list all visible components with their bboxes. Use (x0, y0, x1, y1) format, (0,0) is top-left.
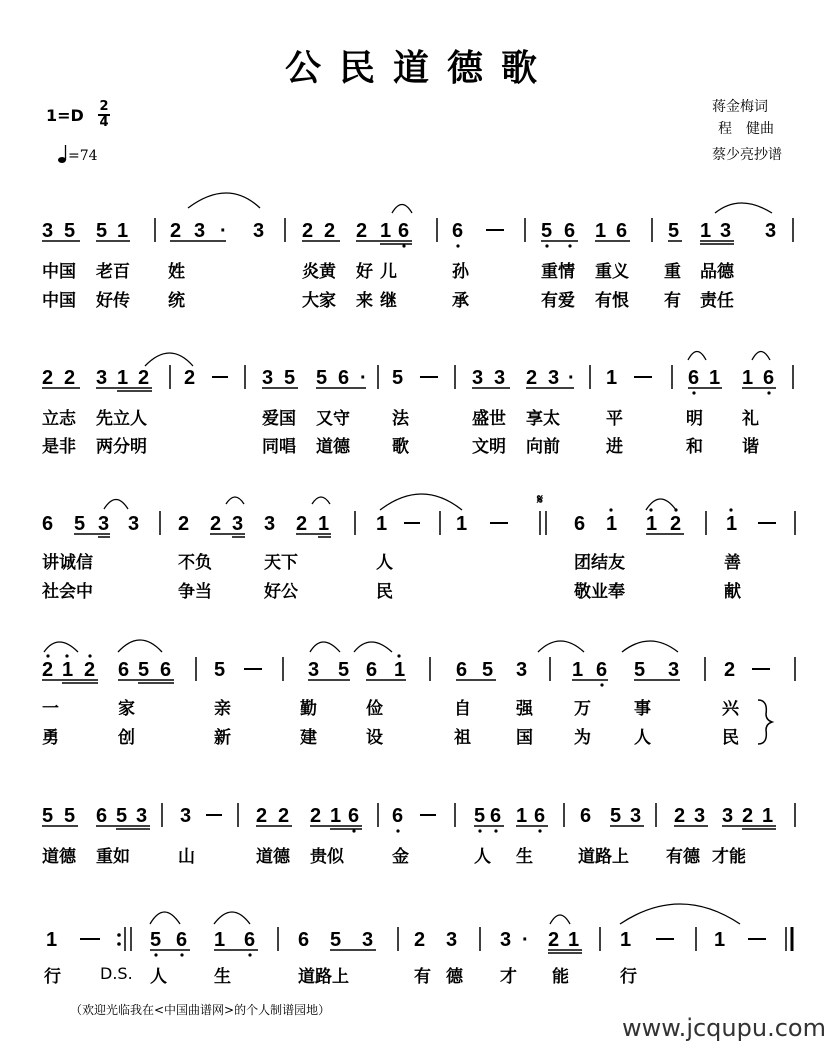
notation-line-3 (0, 484, 840, 544)
svg-text:6: 6 (490, 805, 502, 827)
svg-text:2: 2 (178, 513, 190, 535)
lyric: 不负 (178, 553, 212, 573)
svg-text:5: 5 (541, 220, 553, 242)
lyric: 道德 (42, 847, 76, 867)
lyric: 人 (474, 847, 491, 867)
lyric: 民 (376, 582, 393, 602)
svg-text:2: 2 (742, 805, 754, 827)
lyric: 设 (366, 728, 383, 748)
svg-text:·: · (522, 929, 529, 951)
lyric: 人 (634, 728, 651, 748)
svg-text:2: 2 (64, 367, 76, 389)
lyricist-credit: 蒋金梅词 (712, 99, 768, 115)
svg-text:3: 3 (548, 367, 560, 389)
lyric: 团结友 (574, 553, 625, 573)
lyric: 有德 (666, 847, 700, 867)
svg-text:1: 1 (318, 513, 330, 535)
svg-text:𝄋: 𝄋 (537, 491, 544, 507)
time-signature (98, 100, 110, 130)
lyric: 建 (300, 728, 317, 748)
svg-text:3: 3 (500, 929, 512, 951)
lyrics-line-3-verse-1 (0, 548, 840, 572)
svg-text:3: 3 (694, 805, 706, 827)
svg-text:5: 5 (474, 805, 486, 827)
lyric: 善 (724, 553, 741, 573)
svg-text:2: 2 (548, 929, 560, 951)
svg-text:6: 6 (96, 805, 108, 827)
lyric: 统 (168, 291, 185, 311)
lyric: 人 (150, 967, 167, 987)
svg-text:2: 2 (170, 220, 182, 242)
lyric: 兴 (722, 699, 739, 719)
svg-text:6: 6 (564, 220, 576, 242)
svg-text:·: · (360, 367, 367, 389)
svg-text:3: 3 (668, 659, 680, 681)
lyric: 能 (552, 967, 569, 987)
svg-text:6: 6 (392, 805, 404, 827)
svg-text:5: 5 (610, 805, 622, 827)
lyric: 盛世 (472, 409, 506, 429)
svg-text:2: 2 (302, 220, 314, 242)
svg-text:6: 6 (688, 367, 700, 389)
lyric: 道路上 (578, 847, 629, 867)
quarter-note-icon (58, 144, 68, 164)
ds-marking: D.S. (100, 964, 133, 983)
svg-text:1: 1 (606, 367, 618, 389)
lyric: 又守 (316, 409, 350, 429)
lyrics-line-6 (0, 962, 840, 986)
svg-text:5: 5 (316, 367, 328, 389)
svg-text:2: 2 (296, 513, 308, 535)
svg-text:2: 2 (670, 513, 682, 535)
svg-text:6: 6 (456, 659, 468, 681)
svg-text:3: 3 (516, 659, 528, 681)
svg-text:2: 2 (184, 367, 196, 389)
lyric: 重义 (595, 262, 629, 282)
lyric: 重如 (96, 847, 130, 867)
lyric: 人 (376, 553, 393, 573)
lyric: 进 (606, 437, 623, 457)
lyric: 继 (380, 291, 397, 311)
lyrics-line-1-verse-1 (0, 257, 840, 281)
svg-text:3: 3 (136, 805, 148, 827)
svg-text:2: 2 (138, 367, 150, 389)
lyric: 儿 (380, 262, 397, 282)
svg-text:1: 1 (568, 929, 580, 951)
svg-text:5: 5 (214, 659, 226, 681)
svg-text:1: 1 (214, 929, 226, 951)
svg-text:5: 5 (64, 220, 76, 242)
svg-text:1: 1 (62, 659, 74, 681)
svg-text:6: 6 (244, 929, 256, 951)
svg-text:3: 3 (765, 220, 777, 242)
lyric: 好 (356, 262, 373, 282)
svg-text:·: · (220, 220, 227, 242)
lyric: 才 (500, 967, 517, 987)
lyric: 承 (452, 291, 469, 311)
lyric: 责任 (700, 291, 734, 311)
svg-text:5: 5 (482, 659, 494, 681)
svg-text:1: 1 (700, 220, 712, 242)
lyric: 来 (356, 291, 373, 311)
svg-text:5: 5 (116, 805, 128, 827)
svg-text:6: 6 (452, 220, 464, 242)
lyric: 天下 (264, 553, 298, 573)
lyric: 重情 (541, 262, 575, 282)
svg-text:3: 3 (630, 805, 642, 827)
svg-text:5: 5 (64, 805, 76, 827)
svg-text:2: 2 (324, 220, 336, 242)
svg-text:2: 2 (210, 513, 222, 535)
svg-text:6: 6 (616, 220, 628, 242)
lyric: 亲 (214, 699, 231, 719)
svg-text:1: 1 (117, 367, 129, 389)
lyric: 中国 (42, 291, 76, 311)
lyric: 新 (214, 728, 231, 748)
notation-line-2 (0, 340, 840, 400)
svg-text:1: 1 (714, 929, 726, 951)
lyric: 老百 (96, 262, 130, 282)
svg-text:2: 2 (674, 805, 686, 827)
lyric: 好传 (96, 291, 130, 311)
lyric: 有恨 (595, 291, 629, 311)
svg-text:2: 2 (356, 220, 368, 242)
lyric: 金 (392, 847, 409, 867)
lyric: 社会中 (42, 582, 93, 602)
lyric: 重 (664, 262, 681, 282)
lyric: 生 (516, 847, 533, 867)
lyric: 万 (574, 699, 591, 719)
svg-text:6: 6 (596, 659, 608, 681)
svg-text:6: 6 (574, 513, 586, 535)
svg-text:3: 3 (96, 367, 108, 389)
transcriber-credit: 蔡少亮抄谱 (712, 147, 782, 163)
svg-text:6: 6 (763, 367, 775, 389)
lyric: 同唱 (262, 437, 296, 457)
svg-text:6: 6 (348, 805, 360, 827)
lyric: 歌 (392, 437, 409, 457)
lyric: 生 (214, 967, 231, 987)
svg-text:3: 3 (472, 367, 484, 389)
lyric: 事 (634, 699, 651, 719)
svg-text:5: 5 (42, 805, 54, 827)
svg-text:·: · (568, 367, 575, 389)
svg-text:5: 5 (284, 367, 296, 389)
svg-text:6: 6 (366, 659, 378, 681)
svg-text:5: 5 (138, 659, 150, 681)
lyric: 姓 (168, 262, 185, 282)
svg-text:3: 3 (720, 220, 732, 242)
svg-text:1: 1 (380, 220, 392, 242)
lyric: 文明 (472, 437, 506, 457)
svg-text:1: 1 (709, 367, 721, 389)
lyric: 道德 (316, 437, 350, 457)
lyric: 山 (178, 847, 195, 867)
notation-line-4 (0, 630, 840, 690)
tempo-marking (58, 144, 98, 164)
svg-text:6: 6 (338, 367, 350, 389)
lyric: 明 (686, 409, 703, 429)
lyric: 道路上 (298, 967, 349, 987)
svg-text:3: 3 (722, 805, 734, 827)
lyric: 献 (724, 582, 741, 602)
lyric: 勇 (42, 728, 59, 748)
time-denominator: 4 (99, 115, 109, 130)
lyric: 孙 (452, 262, 469, 282)
lyric: 俭 (366, 699, 383, 719)
svg-text:3: 3 (446, 929, 458, 951)
notation-line-6 (0, 900, 840, 960)
svg-text:3: 3 (262, 367, 274, 389)
svg-text:3: 3 (494, 367, 506, 389)
svg-text:1: 1 (394, 659, 406, 681)
notation-line-1 (0, 180, 840, 250)
svg-text:3: 3 (362, 929, 374, 951)
lyric: 谐 (742, 437, 759, 457)
svg-text:1: 1 (762, 805, 774, 827)
lyric: 炎黄 (302, 262, 336, 282)
svg-text:3: 3 (264, 513, 276, 535)
lyric: 是非 (42, 437, 76, 457)
svg-text:5: 5 (392, 367, 404, 389)
key-signature: 1=D (46, 106, 84, 125)
lyric: 礼 (742, 409, 759, 429)
svg-text:1: 1 (117, 220, 129, 242)
lyric: 祖 (454, 728, 471, 748)
svg-text:2: 2 (724, 659, 736, 681)
lyric: 两分明 (96, 437, 147, 457)
svg-text:2: 2 (84, 659, 96, 681)
lyric: 平 (606, 409, 623, 429)
lyric: 有爱 (541, 291, 575, 311)
svg-text:3: 3 (194, 220, 206, 242)
lyric: 敬业奉 (574, 582, 625, 602)
lyric: 有 (664, 291, 681, 311)
svg-text:3: 3 (180, 805, 192, 827)
svg-text:5: 5 (338, 659, 350, 681)
svg-text:2: 2 (278, 805, 290, 827)
time-numerator: 2 (99, 99, 109, 114)
svg-text:1: 1 (330, 805, 342, 827)
lyrics-line-3-verse-2 (0, 577, 840, 601)
lyric: 有 (414, 967, 431, 987)
lyric: 法 (392, 409, 409, 429)
lyric: 品德 (700, 262, 734, 282)
svg-text:3: 3 (98, 513, 110, 535)
svg-text:1: 1 (646, 513, 658, 535)
lyric: 创 (118, 728, 135, 748)
svg-text:5: 5 (634, 659, 646, 681)
lyric: 讲诚信 (42, 553, 93, 573)
svg-text:3: 3 (308, 659, 320, 681)
lyric: 享太 (526, 409, 560, 429)
svg-text:3: 3 (253, 220, 265, 242)
lyric: 强 (516, 699, 533, 719)
notation-line-5 (0, 790, 840, 840)
lyric: 争当 (178, 582, 212, 602)
svg-text:5: 5 (330, 929, 342, 951)
lyric: 爱国 (262, 409, 296, 429)
svg-text:6: 6 (298, 929, 310, 951)
lyric: 家 (118, 699, 135, 719)
svg-text:3: 3 (128, 513, 140, 535)
lyrics-line-1-verse-2 (0, 286, 840, 310)
lyrics-line-2-verse-1 (0, 404, 840, 428)
svg-text:6: 6 (398, 220, 410, 242)
lyric: 立志 (42, 409, 76, 429)
lyrics-line-4-verse-1 (0, 694, 840, 718)
lyric: 行 (44, 967, 61, 987)
lyric: 向前 (526, 437, 560, 457)
svg-text:2: 2 (256, 805, 268, 827)
lyrics-line-5 (0, 842, 840, 866)
svg-text:2: 2 (310, 805, 322, 827)
svg-text:6: 6 (160, 659, 172, 681)
lyric: 民 (722, 728, 739, 748)
lyric: 勤 (300, 699, 317, 719)
svg-text:5: 5 (96, 220, 108, 242)
svg-text:2: 2 (526, 367, 538, 389)
lyric: 贵似 (310, 847, 344, 867)
svg-text:1: 1 (456, 513, 468, 535)
svg-text:1: 1 (46, 929, 58, 951)
svg-text:2: 2 (414, 929, 426, 951)
svg-text:6: 6 (534, 805, 546, 827)
lyrics-line-4-verse-2 (0, 723, 840, 747)
lyric: 大家 (302, 291, 336, 311)
svg-text:1: 1 (376, 513, 388, 535)
svg-text:6: 6 (118, 659, 130, 681)
svg-text:1: 1 (726, 513, 738, 535)
lyric: 中国 (42, 262, 76, 282)
lyric: 德 (446, 967, 463, 987)
svg-text:1: 1 (516, 805, 528, 827)
lyric: 和 (686, 437, 703, 457)
svg-text:5: 5 (150, 929, 162, 951)
composer-credit: 程 健曲 (718, 121, 774, 137)
lyric: 行 (620, 967, 637, 987)
svg-text:5: 5 (74, 513, 86, 535)
lyric: 才能 (712, 847, 746, 867)
svg-text:2: 2 (42, 367, 54, 389)
svg-text:1: 1 (620, 929, 632, 951)
svg-text:6: 6 (580, 805, 592, 827)
svg-text:1: 1 (742, 367, 754, 389)
lyric: 先立人 (96, 409, 147, 429)
svg-text:3: 3 (42, 220, 54, 242)
svg-text:1: 1 (595, 220, 607, 242)
svg-text:6: 6 (42, 513, 54, 535)
svg-text:5: 5 (668, 220, 680, 242)
site-watermark: www.jcqupu.com (622, 1014, 826, 1042)
lyric: 好公 (264, 582, 298, 602)
svg-text:6: 6 (176, 929, 188, 951)
lyrics-line-2-verse-2 (0, 432, 840, 456)
svg-text:1: 1 (606, 513, 618, 535)
svg-text:1: 1 (572, 659, 584, 681)
footer-note: （欢迎光临我在<中国曲谱网>的个人制谱园地） (70, 1003, 331, 1017)
lyric: 道德 (256, 847, 290, 867)
song-title: 公民道德歌 (284, 48, 555, 89)
lyric: 为 (574, 728, 591, 748)
svg-text:3: 3 (232, 513, 244, 535)
lyric: 自 (454, 699, 471, 719)
lyric: 一 (42, 699, 59, 719)
svg-text:2: 2 (42, 659, 54, 681)
tempo-value: =74 (68, 148, 98, 164)
lyric: 国 (516, 728, 533, 748)
